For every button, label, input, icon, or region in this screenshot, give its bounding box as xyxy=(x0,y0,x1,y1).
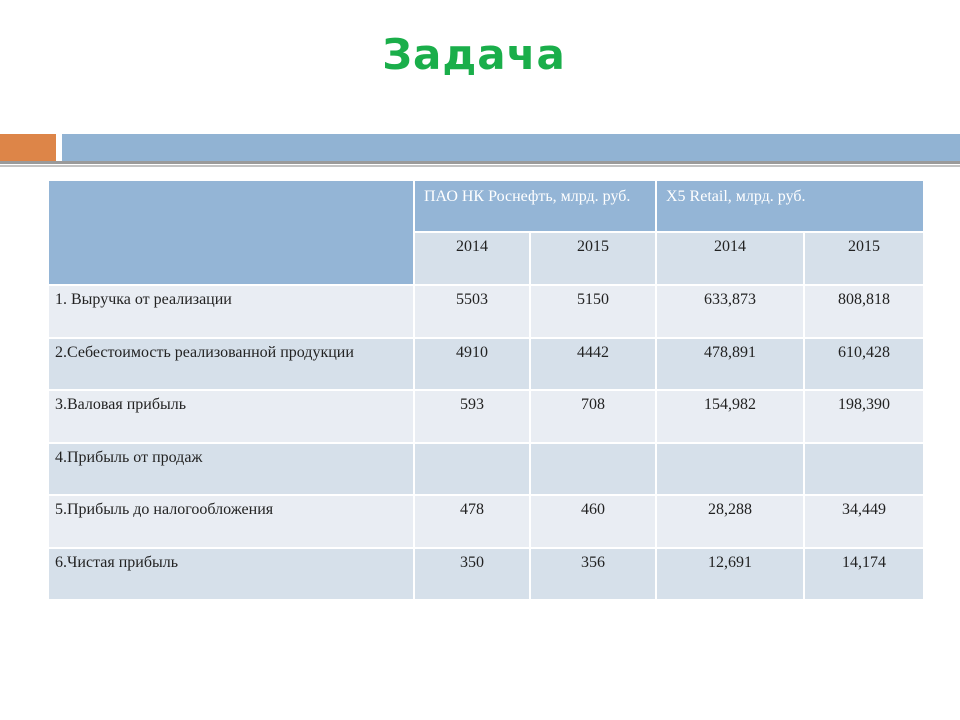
divider-line-thin xyxy=(0,165,960,167)
table-cell: 154,982 xyxy=(656,390,804,443)
table-cell: 808,818 xyxy=(804,285,924,338)
slide-title: Задача xyxy=(382,30,566,79)
table-cell: 478,891 xyxy=(656,338,804,391)
table-cell: 5503 xyxy=(414,285,530,338)
header-year: 2014 xyxy=(656,232,804,285)
table-cell: 593 xyxy=(414,390,530,443)
table-row xyxy=(48,390,924,443)
row-label: 4.Прибыль от продаж xyxy=(48,443,414,496)
table-header-row xyxy=(48,180,924,232)
table-cell: 4442 xyxy=(530,338,656,391)
table-row xyxy=(48,338,924,391)
row-label: 5.Прибыль до налогообложения xyxy=(48,495,414,548)
table-cell: 12,691 xyxy=(656,548,804,601)
table-row xyxy=(48,495,924,548)
header-corner-cell xyxy=(48,180,414,285)
financial-table xyxy=(47,179,925,601)
table-cell: 708 xyxy=(530,390,656,443)
table-cell: 350 xyxy=(414,548,530,601)
header-company-rosneft: ПАО НК Роснефть, млрд. руб. xyxy=(414,180,656,232)
row-label: 2.Себестоимость реализованной продукции xyxy=(48,338,414,391)
table-cell: 356 xyxy=(530,548,656,601)
table-cell: 14,174 xyxy=(804,548,924,601)
table-row xyxy=(48,548,924,601)
row-label: 1. Выручка от реализации xyxy=(48,285,414,338)
header-year: 2014 xyxy=(414,232,530,285)
table-cell xyxy=(530,443,656,496)
table-row xyxy=(48,443,924,496)
table-cell xyxy=(656,443,804,496)
table-cell: 198,390 xyxy=(804,390,924,443)
row-label: 6.Чистая прибыль xyxy=(48,548,414,601)
accent-bar-blue xyxy=(62,134,960,161)
header-year: 2015 xyxy=(530,232,656,285)
table-cell xyxy=(414,443,530,496)
table-row xyxy=(48,285,924,338)
header-company-x5: X5 Retail, млрд. руб. xyxy=(656,180,924,232)
accent-bar-orange xyxy=(0,134,56,161)
table-cell: 28,288 xyxy=(656,495,804,548)
table-cell: 633,873 xyxy=(656,285,804,338)
table-cell: 34,449 xyxy=(804,495,924,548)
header-year: 2015 xyxy=(804,232,924,285)
table-cell: 610,428 xyxy=(804,338,924,391)
table-cell: 5150 xyxy=(530,285,656,338)
table-cell xyxy=(804,443,924,496)
row-label: 3.Валовая прибыль xyxy=(48,390,414,443)
table-cell: 478 xyxy=(414,495,530,548)
divider-line xyxy=(0,161,960,164)
table-cell: 460 xyxy=(530,495,656,548)
table-cell: 4910 xyxy=(414,338,530,391)
